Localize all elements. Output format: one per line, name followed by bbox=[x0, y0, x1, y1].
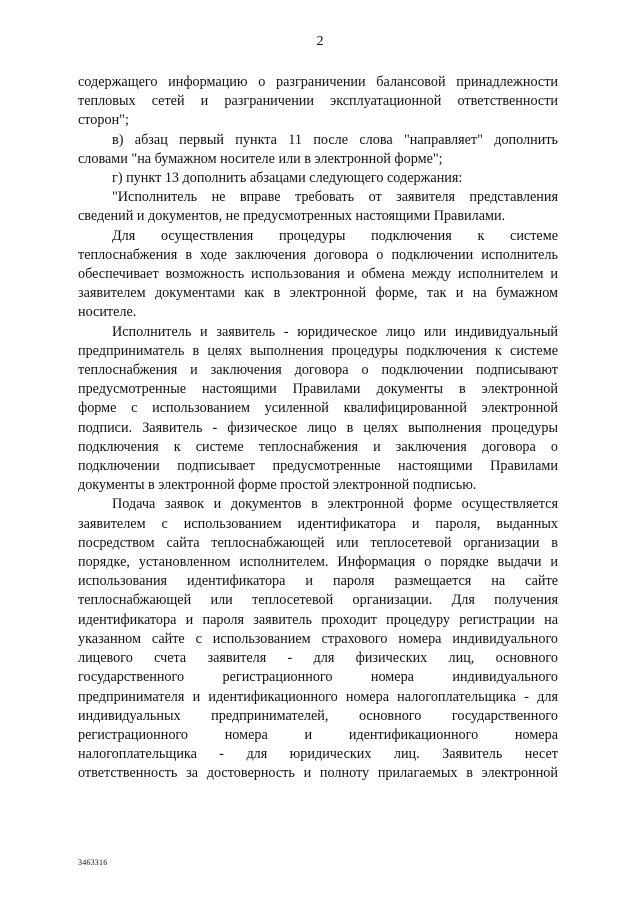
text-line: словами "на бумажном носителе или в электронной форме"; bbox=[78, 150, 443, 167]
text-line: предпринимателя и идентификационного номера налогоплательщика - для bbox=[78, 688, 558, 705]
text-line: сведений и документов, не предусмотренных настоящими Правилами. bbox=[78, 208, 506, 225]
text-line: указанном сайте с использованием страхового номера индивидуального bbox=[78, 630, 558, 647]
text-line: подключения к системе теплоснабжения и заключения договора о bbox=[78, 438, 558, 455]
page-number: 2 bbox=[316, 34, 324, 49]
text-line: сторон"; bbox=[78, 112, 129, 129]
text-line: использования идентификатора и пароля размещается на сайте bbox=[78, 573, 558, 590]
text-line: в) абзац первый пункта 11 после слова "направляет" дополнить bbox=[112, 131, 558, 148]
text-line: заявителем документами как в электронной форме, так и на бумажном bbox=[78, 285, 558, 302]
text-line: лицевого счета заявителя - для физических лиц, основного bbox=[78, 650, 558, 667]
text-line: Подача заявок и документов в электронной форме осуществляется bbox=[112, 496, 558, 513]
document-body bbox=[78, 73, 558, 784]
text-line: идентификатора и пароля заявитель проходит процедуру регистрации на bbox=[78, 611, 558, 628]
text-line: налогоплательщика - для юридических лиц. Заявитель несет bbox=[78, 746, 558, 763]
text-line: теплоснабжающей или теплосетевой организации. Для получения bbox=[78, 592, 558, 609]
text-line: "Исполнитель не вправе требовать от заявителя представления bbox=[112, 189, 558, 206]
paragraph bbox=[78, 495, 558, 783]
text-line: подключении подписывает предусмотренные настоящими Правилами bbox=[78, 458, 558, 475]
text-line: подписи. Заявитель - физическое лицо в целях выполнения процедуры bbox=[78, 419, 558, 436]
document-code: 3463316 bbox=[78, 858, 108, 867]
text-line: г) пункт 13 дополнить абзацами следующего содержания: bbox=[112, 170, 463, 187]
text-line: регистрационного номера и идентификационного номера bbox=[78, 726, 558, 743]
text-line: теплоснабжения и заключения договора о подключении подписывают bbox=[78, 362, 558, 379]
text-line: форме с использованием усиленной квалифицированной электронной bbox=[78, 400, 558, 417]
text-line: документы в электронной форме простой электронной подписью. bbox=[78, 477, 477, 494]
text-line: теплоснабжения в ходе заключения договора о подключении исполнитель bbox=[78, 246, 558, 263]
paragraph bbox=[78, 323, 558, 496]
text-line: индивидуальных предпринимателей, основного государственного bbox=[78, 707, 558, 724]
text-line: посредством сайта теплоснабжающей или теплосетевой организации в bbox=[78, 534, 558, 551]
text-line: тепловых сетей и разграничении эксплуатационной ответственности bbox=[78, 93, 558, 110]
text-line: заявителем с использованием идентификатора и пароля, выданных bbox=[78, 515, 558, 532]
paragraph bbox=[78, 73, 558, 131]
text-line: предусмотренные настоящими Правилами документы в электронной bbox=[78, 381, 558, 398]
text-line: носителе. bbox=[78, 304, 137, 321]
text-line: порядке, установленном исполнителем. Информация о порядке выдачи и bbox=[78, 554, 558, 571]
text-line: обеспечивает возможность использования и обмена между исполнителем и bbox=[78, 266, 558, 283]
paragraph bbox=[78, 188, 558, 226]
text-line: государственного регистрационного номера индивидуального bbox=[78, 669, 558, 686]
text-line: ответственность за достоверность и полноту прилагаемых в электронной bbox=[78, 765, 558, 782]
text-line: Исполнитель и заявитель - юридическое лицо или индивидуальный bbox=[112, 323, 558, 340]
paragraph bbox=[78, 131, 558, 169]
text-line: содержащего информацию о разграничении балансовой принадлежности bbox=[78, 74, 558, 90]
text-line: Для осуществления процедуры подключения к системе bbox=[112, 227, 558, 244]
text-line: предприниматель в целях выполнения процедуры подключения к системе bbox=[78, 342, 558, 359]
paragraph bbox=[78, 227, 558, 323]
paragraph bbox=[78, 169, 558, 188]
